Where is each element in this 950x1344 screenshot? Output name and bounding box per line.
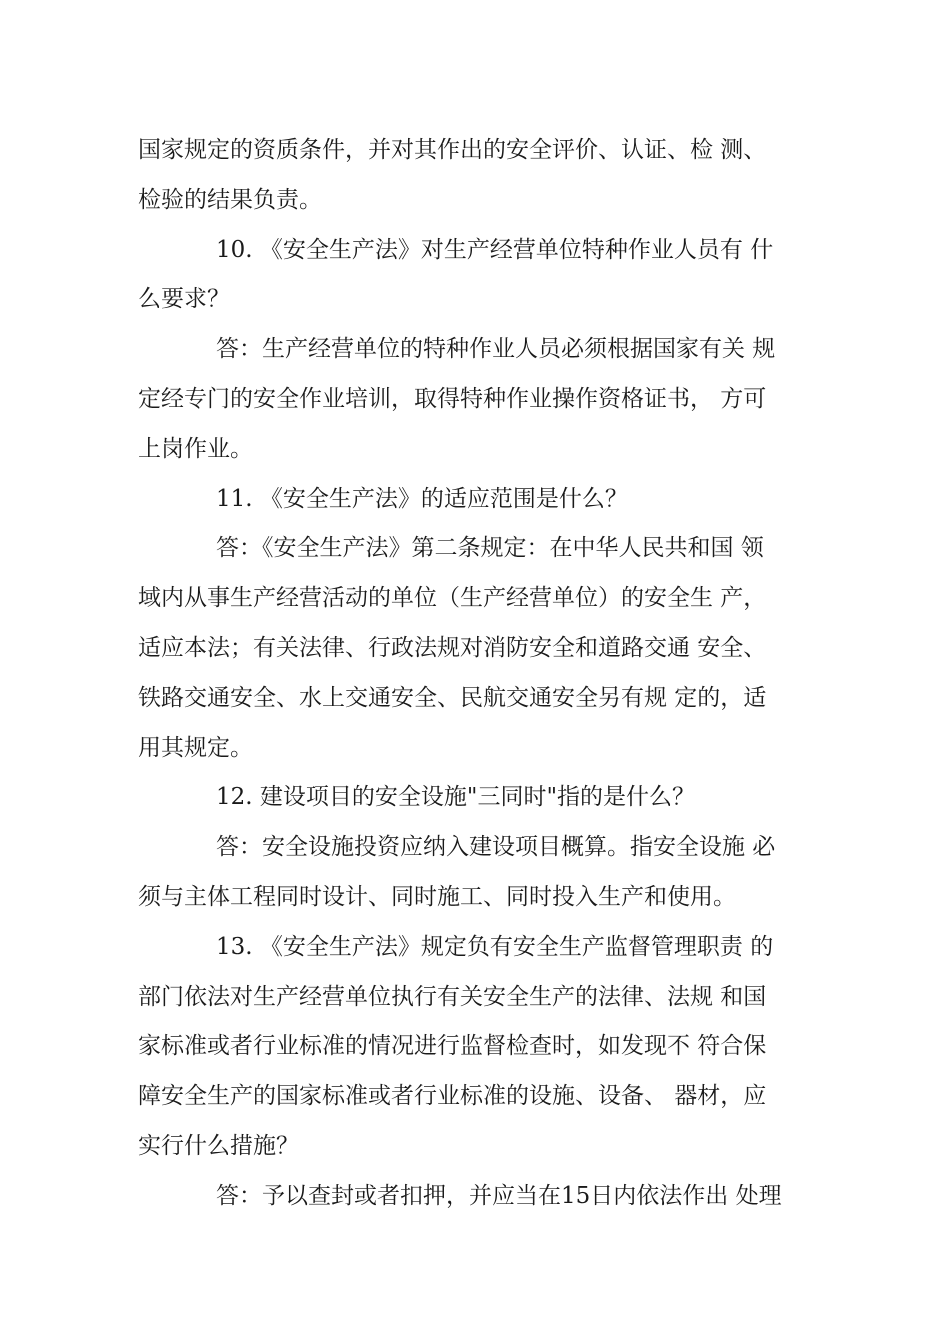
text-line: 么要求？ [138, 286, 230, 313]
paragraph [138, 126, 838, 226]
paragraph [138, 823, 838, 923]
text-line: 答：《安全生产法》第二条规定：在中华人民共和国 领 [216, 535, 764, 562]
text-line: 答：生产经营单位的特种作业人员必须根据国家有关 规 [216, 336, 776, 363]
document-page [138, 126, 838, 1222]
paragraph [138, 1172, 838, 1222]
paragraph [138, 524, 838, 773]
text-line: 须与主体工程同时设计、同时施工、同时投入生产和使用。 [138, 883, 736, 910]
text-line: 10. 《安全生产法》对生产经营单位特种作业人员有 什 [216, 236, 774, 263]
text-line: 实行什么措施？ [138, 1132, 299, 1159]
text-line: 障安全生产的国家标准或者行业标准的设施、设备、 器材，应 [138, 1083, 767, 1110]
text-line: 11. 《安全生产法》的适应范围是什么？ [216, 485, 628, 512]
text-line: 12. 建设项目的安全设施"三同时"指的是什么？ [216, 784, 696, 811]
text-line: 上岗作业。 [138, 435, 253, 462]
paragraph [138, 475, 838, 525]
text-line: 检验的结果负责。 [138, 186, 322, 213]
paragraph [138, 773, 838, 823]
paragraph [138, 325, 838, 474]
text-line: 部门依法对生产经营单位执行有关安全生产的法律、法规 和国 [138, 983, 767, 1010]
text-line: 定经专门的安全作业培训，取得特种作业操作资格证书， 方可 [138, 385, 767, 412]
text-line: 适应本法；有关法律、行政法规对消防安全和道路交通 安全、 [138, 634, 767, 661]
text-line: 域内从事生产经营活动的单位（生产经营单位）的安全生 产， [138, 585, 767, 612]
text-line: 家标准或者行业标准的情况进行监督检查时，如发现不 符合保 [138, 1033, 767, 1060]
text-line: 答：予以查封或者扣押，并应当在15日内依法作出 处理 [216, 1182, 782, 1209]
paragraph [138, 923, 838, 1172]
text-line: 国家规定的资质条件，并对其作出的安全评价、认证、检 测、 [138, 137, 767, 163]
text-line: 用其规定。 [138, 734, 253, 761]
paragraph [138, 226, 838, 326]
text-line: 13. 《安全生产法》规定负有安全生产监督管理职责 的 [216, 933, 774, 960]
text-line: 答：安全设施投资应纳入建设项目概算。指安全设施 必 [216, 834, 776, 861]
text-line: 铁路交通安全、水上交通安全、民航交通安全另有规 定的，适 [138, 684, 767, 711]
